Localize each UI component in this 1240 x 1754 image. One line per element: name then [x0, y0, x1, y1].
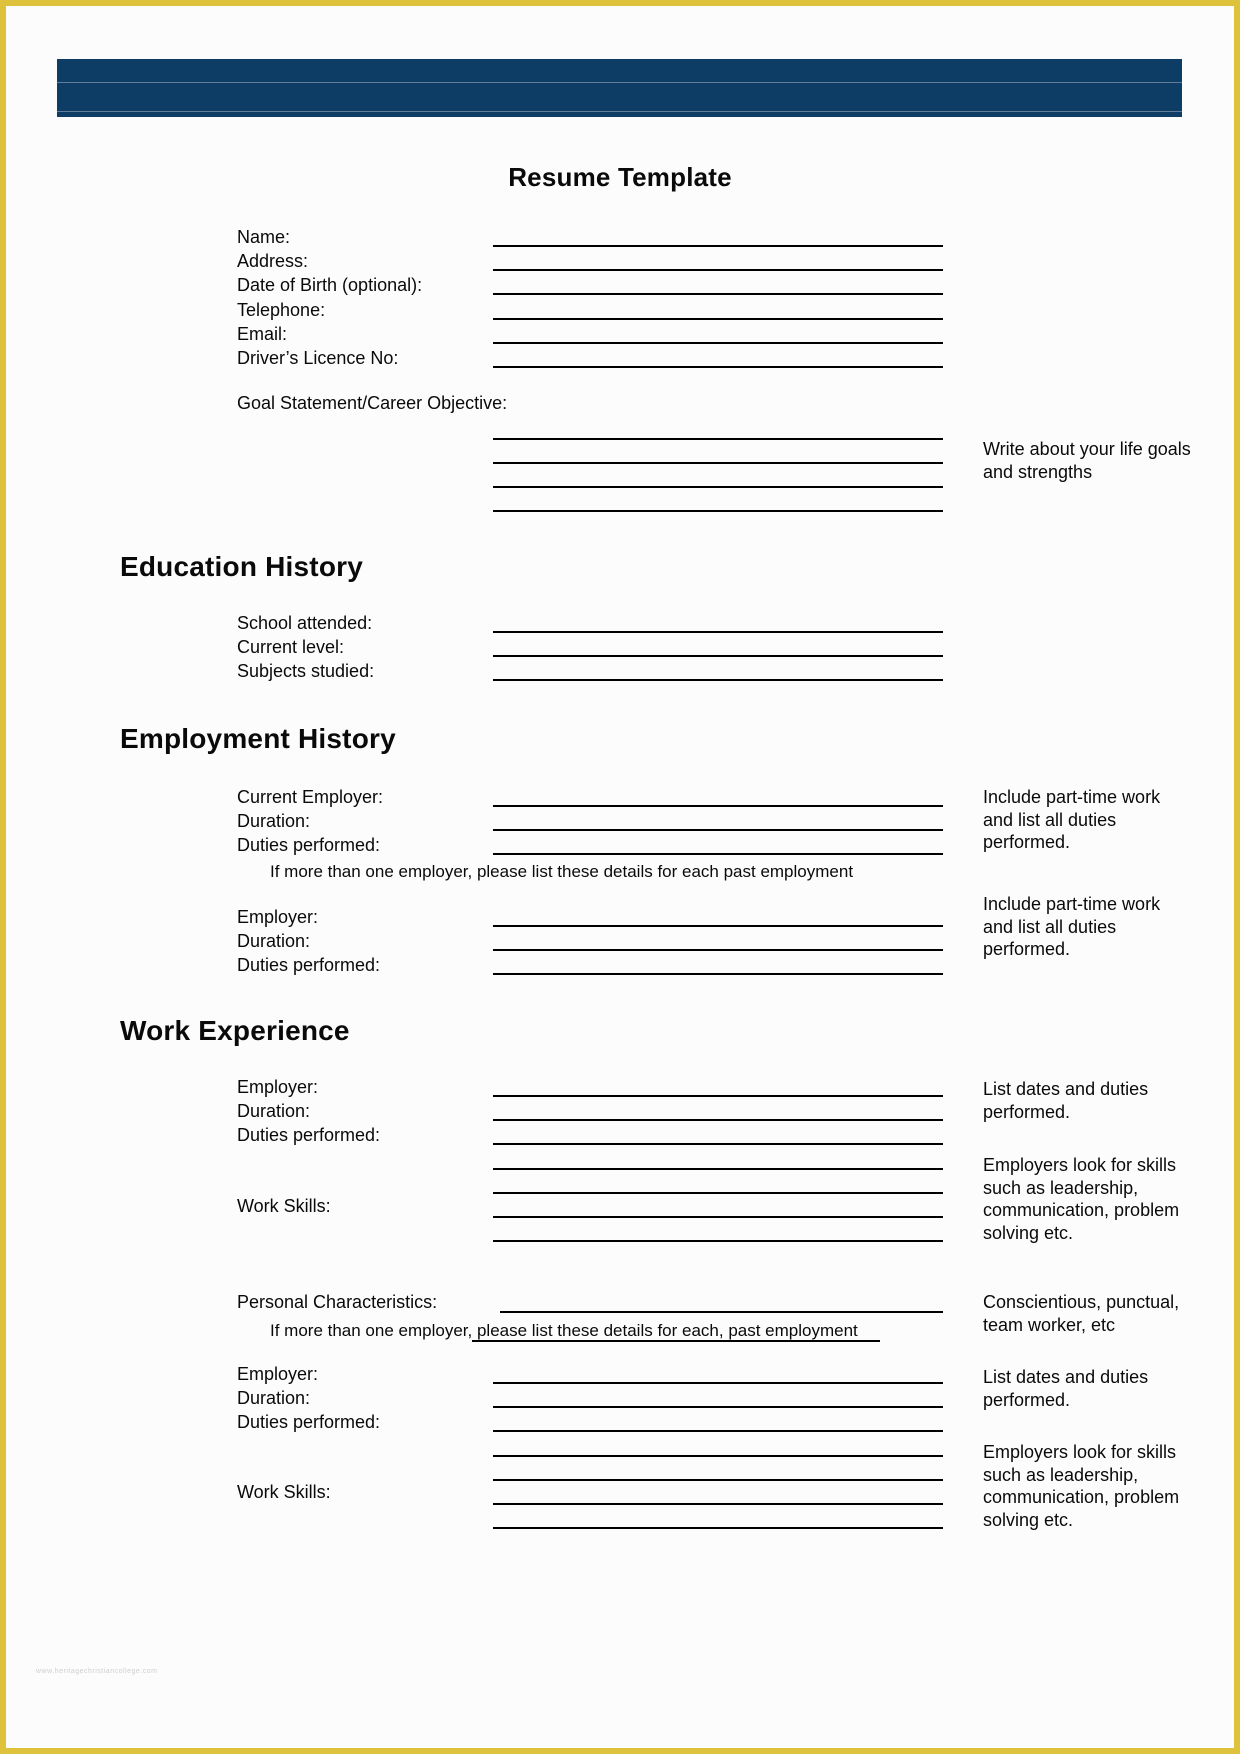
label-duties-performed-4: Duties performed: — [237, 1412, 381, 1432]
label-telephone: Telephone: — [237, 300, 326, 320]
label-subjects-studied: Subjects studied: — [237, 661, 375, 681]
blank-line-duties-performed-1 — [493, 853, 943, 855]
blank-line-address — [493, 269, 943, 271]
label-employer-2: Employer: — [237, 907, 319, 927]
section-heading-work-experience: Work Experience — [120, 1015, 350, 1046]
blank-line-continuation — [493, 1192, 943, 1194]
blank-line-subjects-studied — [493, 679, 943, 681]
header-bar-separator — [57, 111, 1182, 112]
blank-line-date-of-birth — [493, 293, 943, 295]
label-goal-statement: Goal Statement/Career Objective: — [237, 393, 508, 413]
label-employer-4: Employer: — [237, 1364, 319, 1384]
label-duration-4: Duration: — [237, 1388, 311, 1408]
label-name: Name: — [237, 227, 291, 247]
label-duties-performed-2: Duties performed: — [237, 955, 381, 975]
blank-line-duration-3 — [493, 1119, 943, 1121]
section-heading-education: Education History — [120, 551, 363, 582]
label-school-attended: School attended: — [237, 613, 373, 633]
blank-line-duties-performed-3 — [493, 1143, 943, 1145]
blank-line-email — [493, 342, 943, 344]
blank-line-goal-2 — [493, 462, 943, 464]
note-list-dates-1: List dates and duties performed. — [983, 1079, 1149, 1122]
label-duration-3: Duration: — [237, 1101, 311, 1121]
label-current-level: Current level: — [237, 637, 345, 657]
blank-line-telephone — [493, 318, 943, 320]
note-skills-2: Employers look for skills such as leadership, communication, problem solving etc. — [983, 1442, 1180, 1530]
label-address: Address: — [237, 251, 309, 271]
blank-line-goal-4 — [493, 510, 943, 512]
note-multiple-employers-2-prefix: If more than one employer, — [270, 1321, 473, 1340]
note-multiple-employers-2-underlined: please list these details for each, past employment — [472, 1321, 880, 1342]
label-duties-performed-3: Duties performed: — [237, 1125, 381, 1145]
label-email: Email: — [237, 324, 288, 344]
blank-line-current-employer — [493, 805, 943, 807]
label-employer-3: Employer: — [237, 1077, 319, 1097]
blank-line-school-attended — [493, 631, 943, 633]
section-heading-employment: Employment History — [120, 723, 396, 754]
blank-line-employer-2 — [493, 925, 943, 927]
label-personal-characteristics: Personal Characteristics: — [237, 1292, 438, 1312]
blank-line-continuation — [493, 1168, 943, 1170]
blank-line-personal-characteristics — [500, 1311, 943, 1313]
label-duties-performed-1: Duties performed: — [237, 835, 381, 855]
blank-line-name — [493, 245, 943, 247]
page-title: Resume Template — [508, 162, 732, 192]
blank-line-current-level — [493, 655, 943, 657]
blank-line-work-skills — [493, 1503, 943, 1505]
label-current-employer: Current Employer: — [237, 787, 384, 807]
blank-line-work-skills — [493, 1240, 943, 1242]
blank-line-goal-1 — [493, 438, 943, 440]
note-include-parttime-1: Include part-time work and list all duties performed. — [983, 787, 1161, 852]
watermark: www.heritagechristiancollege.com — [36, 1668, 158, 1675]
blank-line-employer-4 — [493, 1382, 943, 1384]
blank-line-continuation — [493, 1455, 943, 1457]
label-drivers-licence: Driver’s Licence No: — [237, 348, 399, 368]
label-duration-2: Duration: — [237, 931, 311, 951]
note-multiple-employers: If more than one employer, please list these details for each past employment — [270, 862, 854, 881]
note-list-dates-2: List dates and duties performed. — [983, 1367, 1149, 1410]
label-duration-1: Duration: — [237, 811, 311, 831]
note-characteristics: Conscientious, punctual, team worker, etc — [983, 1292, 1180, 1335]
blank-line-duration-4 — [493, 1406, 943, 1408]
note-goal: Write about your life goals and strengths — [983, 439, 1191, 482]
blank-line-duties-performed-4 — [493, 1430, 943, 1432]
note-skills-1: Employers look for skills such as leadership, communication, problem solving etc. — [983, 1155, 1180, 1243]
header-bar — [57, 59, 1182, 117]
blank-line-goal-3 — [493, 486, 943, 488]
blank-line-work-skills — [493, 1216, 943, 1218]
label-work-skills-1: Work Skills: — [237, 1196, 331, 1216]
blank-line-duration-1 — [493, 829, 943, 831]
header-bar-separator — [57, 82, 1182, 83]
note-include-parttime-2: Include part-time work and list all duties performed. — [983, 894, 1161, 959]
blank-line-continuation — [493, 1479, 943, 1481]
note-multiple-employers-2 — [270, 1320, 880, 1342]
blank-line-duties-performed-2 — [493, 973, 943, 975]
label-date-of-birth: Date of Birth (optional): — [237, 275, 423, 295]
blank-line-work-skills — [493, 1527, 943, 1529]
blank-line-employer-3 — [493, 1095, 943, 1097]
blank-line-duration-2 — [493, 949, 943, 951]
label-work-skills-2: Work Skills: — [237, 1482, 331, 1502]
blank-line-drivers-licence — [493, 366, 943, 368]
